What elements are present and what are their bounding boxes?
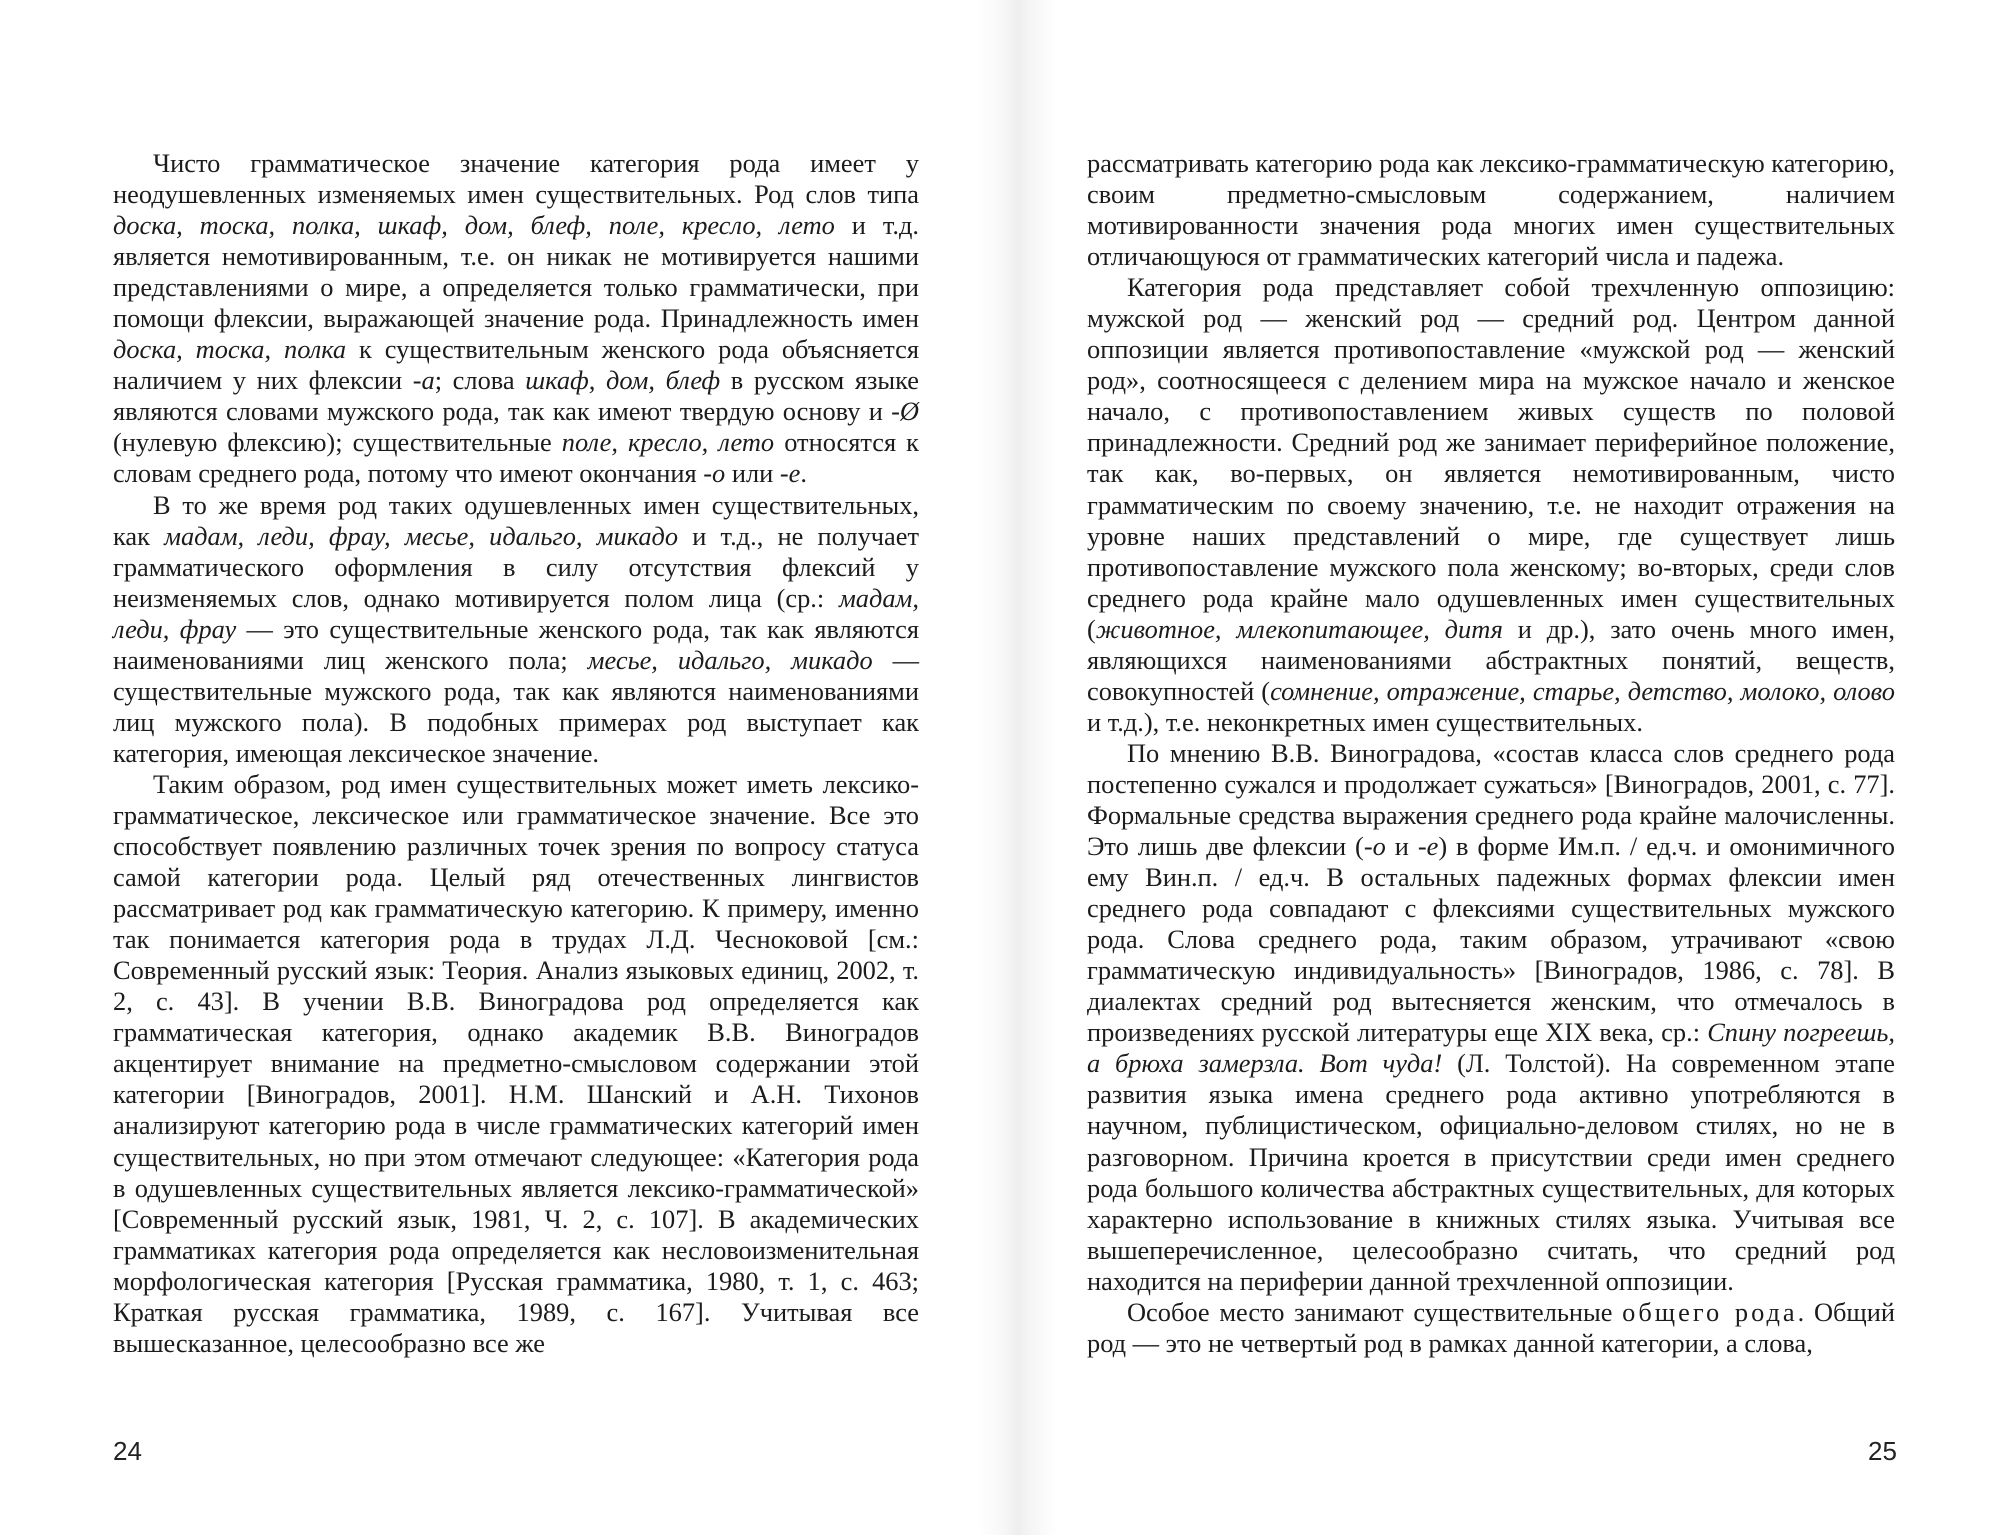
left-page xyxy=(113,148,919,1359)
paragraph: Особое место занимают существительные общего рода. Общий род — это не четвертый род в рамках данной категории, а слова, xyxy=(1087,1296,1895,1358)
paragraph-continued: рассматривать категорию рода как лексико-грамматическую категорию, своим предметно-смысловым содержанием, наличием мотивированности значения рода многих имен существительных отличающуюся от грамматических категорий числа и падежа. xyxy=(1087,148,1895,272)
paragraph: В то же время род таких одушевленных имен существительных, как мадам, леди, фрау, месье, идальго, микадо и т.д., не получает грамматического оформления в силу отсутствия флексий у неизменяемых слов, однако мотивируется полом лица (ср.: мадам, леди, фрау — это существительные женского рода, так как являются наименованиями лиц женского пола; месье, идальго, микадо — существительные мужского рода, так как являются наименованиями лиц мужского пола). В подобных примерах род выступает как категория, имеющая лексическое значение. xyxy=(113,489,920,768)
page-number-right: 25 xyxy=(1868,1436,1897,1466)
paragraph: Категория рода представляет собой трехчленную оппозицию: мужской род — женский род — средний род. Центром данной оппозиции является противопоставление «мужской род — женский род», соотносящееся с делением мира на мужское начало и женское начало, с противопоставлением живых существ по половой принадлежности. Средний род же занимает периферийное положение, так как, во-первых, он является немотивированным, чисто грамматическим по своему значению, т.е. не находит отражения на уровне наших представлений о мире, где существует лишь противопоставление мужского пола женскому; во-вторых, среди слов среднего рода крайне мало одушевленных имен существительных (животное, млекопитающее, дитя и др.), зато очень много имен, являющихся наименованиями абстрактных понятий, веществ, совокупностей (сомнение, отражение, старье, детство, молоко, олово и т.д.), т.е. неконкретных имен существительных. xyxy=(1087,272,1896,737)
paragraph: По мнению В.В. Виноградова, «состав класса слов среднего рода постепенно сужался и продолжает сужаться» [Виноградов, 2001, с. 77]. Формальные средства выражения среднего рода крайне малочисленны. Это лишь две флексии (-о и -е) в форме Им.п. / ед.ч. и омонимичного ему Вин.п. / ед.ч. В остальных падежных формах флексии имен среднего рода совпадают с флексиями существительных мужского рода. Слова среднего рода, таким образом, утрачивают «свою грамматическую индивидуальность» [Виноградов, 1986, с. 78]. В диалектах средний род вытесняется женским, что отмечалось в произведениях русской литературы еще XIX века, ср.: Спину погреешь, а брюха замерзла. Вот чуда! (Л. Толстой). На современном этапе развития языка имена среднего рода активно употребляются в научном, публицистическом, официально-деловом стилях, но не в разговорном. Причина кроется в присутствии среди имен среднего рода большого количества абстрактных существительных, для которых характерно использование в книжных стилях языка. Учитывая все вышеперечисленное, целесообразно считать, что средний род находится на периферии данной трехчленной оппозиции. xyxy=(1087,737,1895,1296)
paragraph: Таким образом, род имен существительных может иметь лексико-грамматическое, лексическое или грамматическое значение. Все это способствует появлению различных точек зрения по вопросу статуса самой категории рода. Целый ряд отечественных лингвистов рассматривает род как грамматическую категорию. К примеру, именно так понимается категория рода в трудах Л.Д. Чесноковой [см.: Современный русский язык: Теория. Анализ языковых единиц, 2002, т. 2, с. 43]. В учении В.В. Виноградова род определяется как грамматическая категория, однако академик В.В. Виноградов акцентирует внимание на предметно-смысловом содержании этой категории [Виноградов, 2001]. Н.М. Шанский и А.Н. Тихонов анализируют категорию рода в числе грамматических категорий имен существительных, но при этом отмечают следующее: «Категория рода в одушевленных существительных является лексико-грамматической» [Современный русский язык, 1981, Ч. 2, с. 107]. В академических грамматиках категория рода определяется как несловоизменительная морфологическая категория [Русская грамматика, 1980, т. 1, с. 463; Краткая русская грамматика, 1989, с. 167]. Учитывая все вышесказанное, целесообразно все же xyxy=(113,768,919,1358)
paragraph: Чисто грамматическое значение категория рода имеет у неодушевленных изменяемых имен существительных. Род слов типа доска, тоска, полка, шкаф, дом, блеф, поле, кресло, лето и т.д. является немотивированным, т.е. он никак не мотивируется нашими представлениями о мире, а определяется только грамматически, при помощи флексии, выражающей значение рода. Принадлежность имен доска, тоска, полка к существительным женского рода объясняется наличием у них флексии -а; слова шкаф, дом, блеф в русском языке являются словами мужского рода, так как имеют твердую основу и -Ø (нулевую флексию); существительные поле, кресло, лето относятся к словам среднего рода, потому что имеют окончания -о или -е. xyxy=(113,148,920,489)
book-gutter xyxy=(978,0,1058,1535)
page-number-left: 24 xyxy=(113,1436,142,1466)
right-page xyxy=(1087,148,1895,1359)
